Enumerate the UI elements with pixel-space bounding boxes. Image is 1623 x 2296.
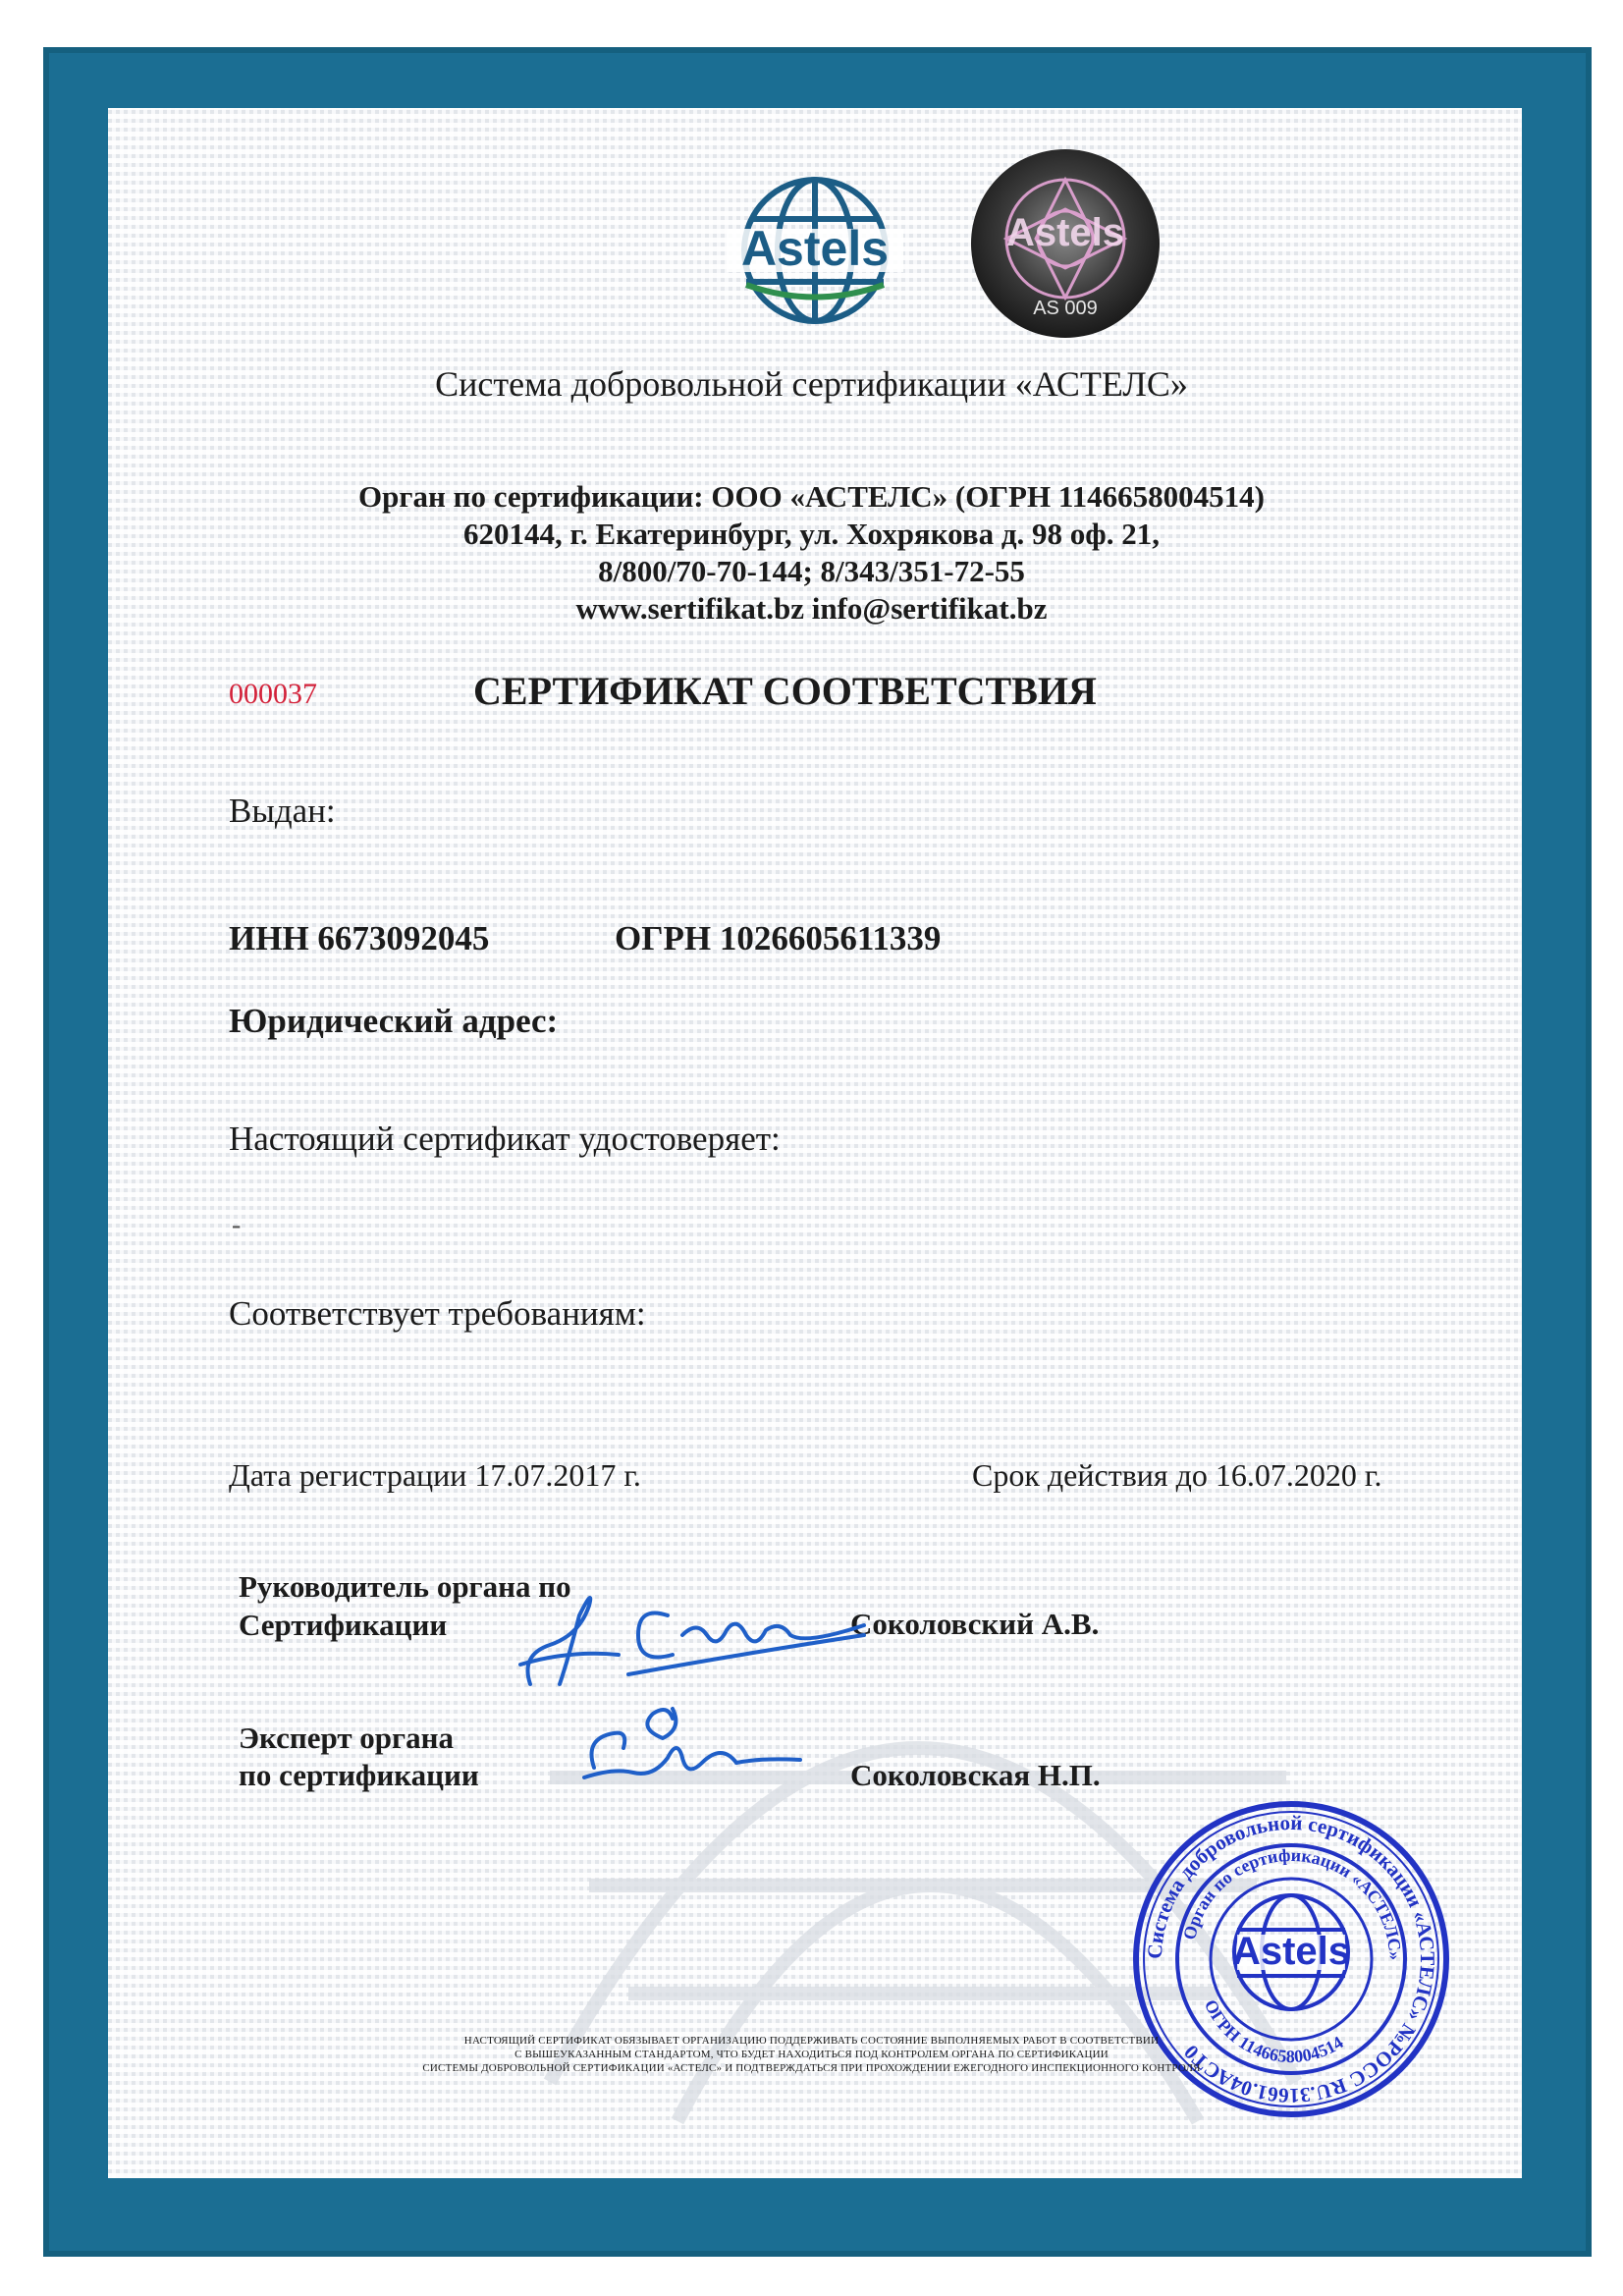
head-name: Соколовский А.В. bbox=[850, 1607, 1100, 1641]
expert-title-line2: по сертификации bbox=[239, 1758, 479, 1792]
issued-label: Выдан: bbox=[229, 792, 336, 830]
astels-logo bbox=[717, 172, 913, 329]
expert-signature bbox=[574, 1689, 810, 1797]
legal-address-label: Юридический адрес: bbox=[229, 1002, 559, 1040]
head-title-line1: Руководитель органа по bbox=[239, 1569, 571, 1604]
expert-name: Соколовская Н.П. bbox=[850, 1758, 1101, 1792]
stamp-ring-text: Система добровольной сертификации «АСТЕЛС» №РОСС RU.31661.04АСТ0 bbox=[1142, 1810, 1440, 2108]
head-signature bbox=[511, 1576, 884, 1704]
cert-title: СЕРТИФИКАТ СООТВЕТСТВИЯ bbox=[473, 669, 1097, 713]
dash-mark: - bbox=[232, 1210, 242, 1240]
inn-value: ИНН 6673092045 bbox=[229, 919, 490, 957]
hologram-seal bbox=[967, 145, 1163, 342]
body-org-line2: 620144, г. Екатеринбург, ул. Хохрякова д. 98 оф. 21, bbox=[462, 517, 1161, 551]
footer-line2: С ВЫШЕУКАЗАННЫМ СТАНДАРТОМ, ЧТО БУДЕТ НАХОДИТЬСЯ ПОД КОНТРОЛЕМ ОРГАНА ПО СЕРТИФИКАЦИИ bbox=[514, 2049, 1109, 2060]
registration-date: Дата регистрации 17.07.2017 г. bbox=[229, 1457, 641, 1493]
footer-line3: СИСТЕМЫ ДОБРОВОЛЬНОЙ СЕРТИФИКАЦИИ «АСТЕЛС» И ПОДТВЕРЖДАТЬСЯ ПРИ ПРОХОЖДЕНИИ ЕЖЕГОДНОГО ИНСПЕКЦИОННОГО КОНТРОЛЯ bbox=[422, 2062, 1201, 2074]
stamp-logo-text: Astels bbox=[1231, 1930, 1351, 1973]
astels-logo-text: Astels bbox=[740, 221, 890, 276]
body-org-line4: www.sertifikat.bz info@sertifikat.bz bbox=[575, 591, 1048, 626]
hologram-code: AS 009 bbox=[1033, 298, 1098, 319]
system-name: Система добровольной сертификации «АСТЕЛС» bbox=[435, 364, 1188, 404]
valid-until-date: Срок действия до 16.07.2020 г. bbox=[972, 1457, 1382, 1493]
certifies-label: Настоящий сертификат удостоверяет: bbox=[229, 1120, 781, 1158]
stamp-bottom-text: ОГРН 1146658004514 bbox=[1200, 1996, 1347, 2067]
body-org-line1: Орган по сертификации: ООО «АСТЕЛС» (ОГРН 1146658004514) bbox=[358, 479, 1265, 514]
head-title-line2: Сертификации bbox=[239, 1608, 448, 1642]
stamp-inner-ring-text: Орган по сертификации «АСТЕЛС» bbox=[1179, 1844, 1406, 1961]
footer-line1: НАСТОЯЩИЙ СЕРТИФИКАТ ОБЯЗЫВАЕТ ОРГАНИЗАЦИЮ ПОДДЕРЖИВАТЬ СОСТОЯНИЕ ВЫПОЛНЯЕМЫХ РАБОТ В СООТВЕТСТВИИ bbox=[463, 2035, 1160, 2047]
hologram-logo-text: Astels bbox=[1005, 211, 1125, 254]
expert-title-line1: Эксперт органа bbox=[239, 1721, 454, 1755]
complies-label: Соответствует требованиям: bbox=[229, 1294, 646, 1333]
cert-number: 000037 bbox=[229, 678, 317, 710]
ogrn-value: ОГРН 1026605611339 bbox=[615, 919, 942, 957]
body-org-line3: 8/800/70-70-144; 8/343/351-72-55 bbox=[598, 554, 1025, 588]
